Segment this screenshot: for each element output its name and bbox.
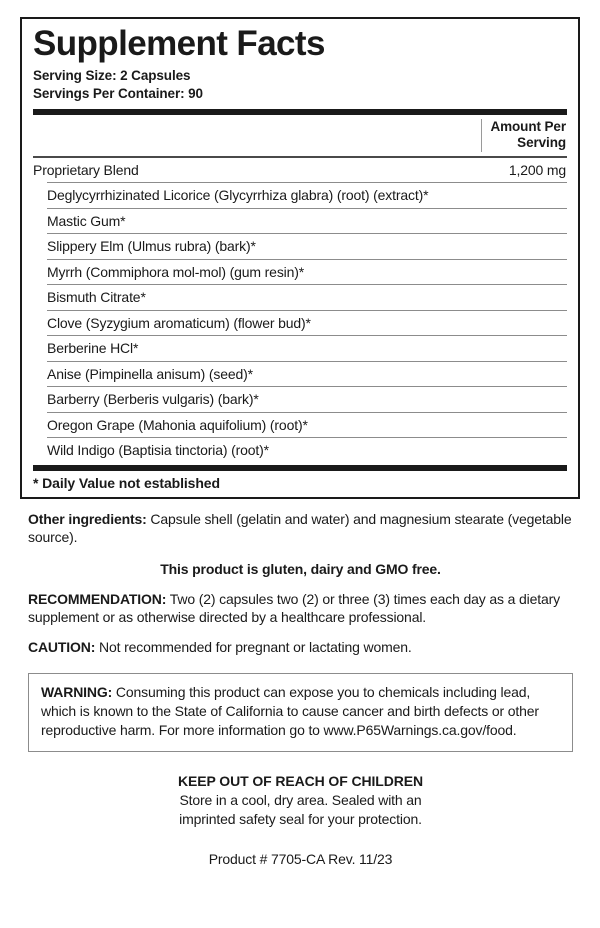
ingredient-name: Deglycyrrhizinated Licorice (Glycyrrhiza glabra) (root) (extract)* <box>47 187 429 204</box>
table-row <box>33 387 567 412</box>
ingredient-name: Slippery Elm (Ulmus rubra) (bark)* <box>47 238 256 255</box>
table-row <box>33 285 567 310</box>
warning-text: Consuming this product can expose you to chemicals including lead, which is known to the State of California to cause cancer and birth defects or other reproductive harm. For more information go to www.P65Warnings.ca.gov/food. <box>41 684 539 739</box>
recommendation <box>28 590 573 627</box>
prop65-warning-box <box>28 673 573 752</box>
label-footer <box>28 772 573 869</box>
ingredient-name: Mastic Gum* <box>47 212 126 229</box>
table-row <box>33 260 567 285</box>
keep-out-of-reach-notice: KEEP OUT OF REACH OF CHILDREN <box>178 773 423 790</box>
table-row <box>33 234 567 259</box>
serving-size: Serving Size: 2 Capsules <box>33 68 191 84</box>
ingredient-name: Barberry (Berberis vulgaris) (bark)* <box>47 391 259 408</box>
ingredient-name: Myrrh (Commiphora mol-mol) (gum resin)* <box>47 263 305 280</box>
blend-amount: 1,200 mg <box>508 161 566 178</box>
label-body-copy <box>20 510 580 869</box>
servings-per-container: Servings Per Container: 90 <box>33 85 203 101</box>
other-ingredients <box>28 510 573 547</box>
ingredient-list <box>33 182 567 463</box>
caution-text: Not recommended for pregnant or lactating women. <box>95 638 412 655</box>
free-from-statement: This product is gluten, dairy and GMO free. <box>160 561 441 578</box>
ingredient-name: Wild Indigo (Baptisia tinctoria) (root)* <box>47 442 269 459</box>
daily-value-footnote: * Daily Value not established <box>33 474 220 491</box>
recommendation-text: Two (2) capsules two (2) or three (3) times each day as a dietary supplement or as otherwise directed by a healthcare professional. <box>28 590 560 626</box>
storage-line-2: imprinted safety seal for your protection. <box>179 811 422 828</box>
table-row <box>33 336 567 361</box>
table-row <box>33 438 567 463</box>
table-row <box>33 209 567 234</box>
blend-name: Proprietary Blend <box>33 161 139 178</box>
supplement-facts-panel <box>20 17 580 499</box>
ingredient-name: Bismuth Citrate* <box>47 289 146 306</box>
table-row <box>33 183 567 208</box>
caution-label: CAUTION: <box>28 638 96 655</box>
amount-header-line2: Serving <box>517 135 566 151</box>
recommendation-label: RECOMMENDATION: <box>28 590 167 607</box>
table-row <box>33 311 567 336</box>
ingredient-name: Oregon Grape (Mahonia aquifolium) (root)* <box>47 416 308 433</box>
amount-header-line1: Amount Per <box>490 118 566 134</box>
table-row-proprietary-blend <box>33 158 567 183</box>
warning-label: WARNING: <box>41 684 113 701</box>
table-row <box>33 413 567 438</box>
amount-per-serving-header <box>33 115 567 156</box>
table-row <box>33 362 567 387</box>
caution <box>28 638 573 657</box>
storage-line-1: Store in a cool, dry area. Sealed with an <box>179 792 422 809</box>
ingredient-name: Clove (Syzygium aromaticum) (flower bud)* <box>47 314 311 331</box>
ingredient-name: Berberine HCl* <box>47 340 139 357</box>
product-code: Product # 7705-CA Rev. 11/23 <box>208 851 393 868</box>
other-ingredients-label: Other ingredients: <box>28 510 147 527</box>
panel-title: Supplement Facts <box>33 24 325 63</box>
other-ingredients-text: Capsule shell (gelatin and water) and magnesium stearate (vegetable source). <box>28 510 572 546</box>
ingredient-name: Anise (Pimpinella anisum) (seed)* <box>47 365 253 382</box>
